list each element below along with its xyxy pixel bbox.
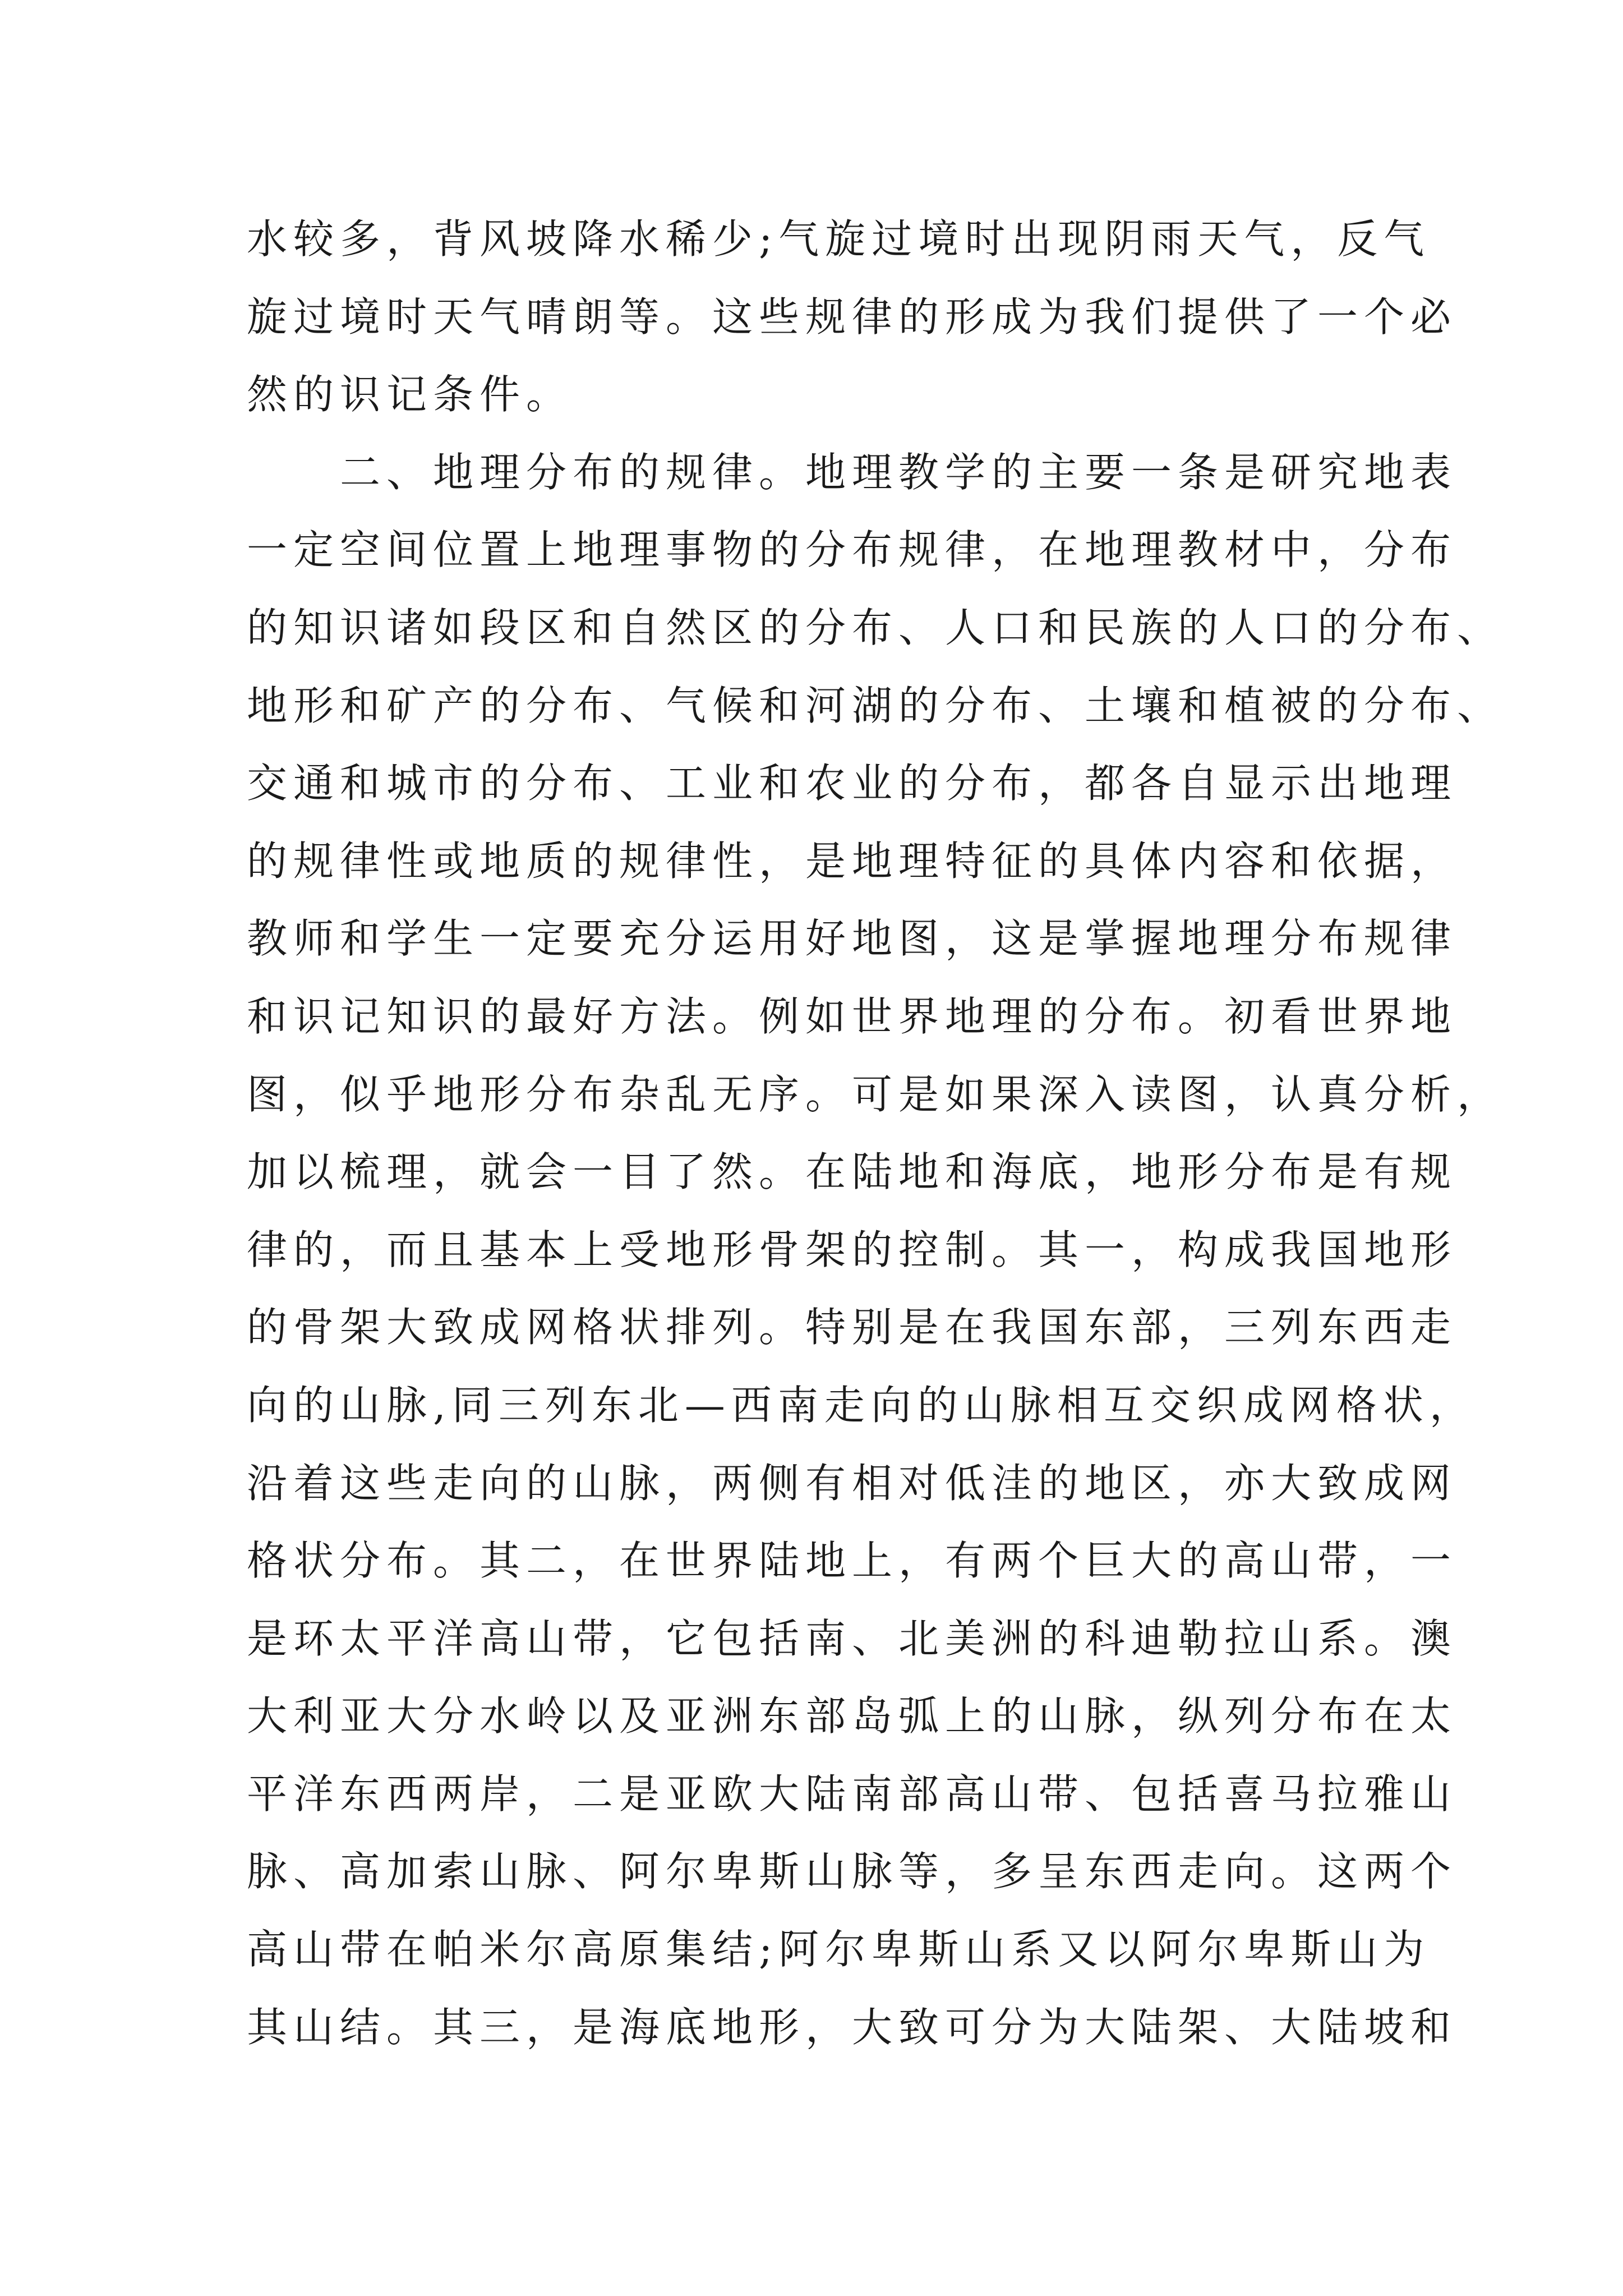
- text-line: 教师和学生一定要充分运用好地图，这是掌握地理分布规律: [247, 915, 1458, 963]
- text-line: 水较多，背风坡降水稀少;气旋过境时出现阴雨天气，反气: [247, 215, 1431, 263]
- text-line: 地形和矿产的分布、气候和河湖的分布、土壤和植被的分布、: [247, 682, 1504, 729]
- text-line: 其山结。其三，是海底地形，大致可分为大陆架、大陆坡和: [247, 2003, 1458, 2051]
- text-line: 的规律性或地质的规律性，是地理特征的具体内容和依据，: [247, 837, 1458, 885]
- text-line: 图，似乎地形分布杂乱无序。可是如果深入读图，认真分析，: [247, 1070, 1504, 1118]
- text-line: 和识记知识的最好方法。例如世界地理的分布。初看世界地: [247, 992, 1458, 1040]
- text-line: 脉、高加索山脉、阿尔卑斯山脉等，多呈东西走向。这两个: [247, 1848, 1458, 1895]
- text-line: 交通和城市的分布、工业和农业的分布，都各自显示出地理: [247, 760, 1458, 807]
- text-line: 是环太平洋高山带，它包括南、北美洲的科迪勒拉山系。澳: [247, 1614, 1458, 1662]
- text-line: 沿着这些走向的山脉，两侧有相对低洼的地区，亦大致成网: [247, 1459, 1458, 1507]
- text-line: 然的识记条件。: [247, 371, 573, 418]
- text-line: 格状分布。其二，在世界陆地上，有两个巨大的高山带，一: [247, 1537, 1458, 1585]
- text-line: 的骨架大致成网格状排列。特别是在我国东部，三列东西走: [247, 1304, 1458, 1351]
- text-line: 向的山脉,同三列东北—西南走向的山脉相互交织成网格状，: [247, 1381, 1476, 1429]
- body-text: [247, 215, 1504, 2081]
- text-line: 的知识诸如段区和自然区的分布、人口和民族的人口的分布、: [247, 604, 1504, 651]
- text-line: 二、地理分布的规律。地理教学的主要一条是研究地表: [247, 448, 1458, 496]
- text-line: 加以梳理，就会一目了然。在陆地和海底，地形分布是有规: [247, 1148, 1458, 1196]
- text-line: 平洋东西两岸，二是亚欧大陆南部高山带、包括喜马拉雅山: [247, 1770, 1458, 1818]
- text-line: 一定空间位置上地理事物的分布规律，在地理教材中，分布: [247, 526, 1458, 574]
- text-line: 大利亚大分水岭以及亚洲东部岛弧上的山脉，纵列分布在太: [247, 1692, 1458, 1740]
- text-line: 律的，而且基本上受地形骨架的控制。其一，构成我国地形: [247, 1226, 1458, 1273]
- text-line: 旋过境时天气晴朗等。这些规律的形成为我们提供了一个必: [247, 293, 1458, 341]
- text-line: 高山带在帕米尔高原集结;阿尔卑斯山系又以阿尔卑斯山为: [247, 1926, 1431, 1973]
